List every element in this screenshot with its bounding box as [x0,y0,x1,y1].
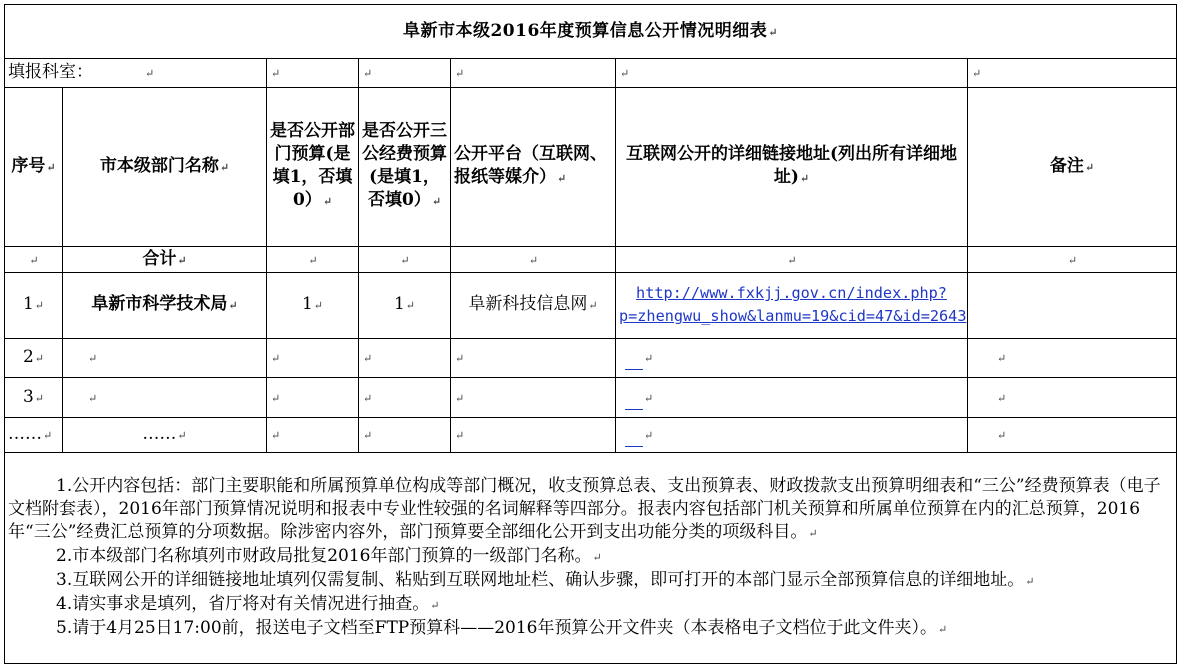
row-open-three[interactable]: ↵ [359,418,451,453]
note-5: 5.请于4月25日17:00前，报送电子文档至FTP预算科——2016年预算公开文件夹（本表格电子文档位于此文件夹）。↵ [56,617,948,638]
row-dept[interactable]: 阜新市科学技术局↵ [63,273,267,338]
header-open-three: 是否公开三公经费预算(是填1，否填0）↵ [359,87,451,246]
note-3: 3.互联网公开的详细链接地址填列仅需复制、粘贴到互联网地址栏、确认步骤，即可打开的本部门显示全部预算信息的详细地址。↵ [56,569,1035,590]
row-open-three[interactable]: ↵ [359,378,451,418]
page-title: 阜新市本级2016年度预算信息公开情况明细表 [402,20,768,41]
header-seq: 序号↵ [5,87,63,246]
row-open-budget[interactable]: ↵ [267,378,359,418]
table-row [5,338,1177,378]
reporter-empty-cell[interactable]: ↵ [267,59,359,88]
row-link[interactable] [616,273,968,338]
note-4: 4.请实事求是填列，省厅将对有关情况进行抽查。↵ [56,593,440,614]
total-label-cell[interactable]: 合计↵ [63,246,267,273]
table-title-cell: 阜新市本级2016年度预算信息公开情况明细表↵ [5,5,1177,59]
header-open-budget: 是否公开部门预算(是填1，否填0）↵ [267,87,359,246]
row-open-three[interactable]: ↵ [359,338,451,378]
row-link[interactable]: ↵ [616,418,968,453]
row-platform[interactable]: ↵ [451,418,616,453]
total-label: 合计 [142,248,177,269]
reporter-empty-cell[interactable]: ↵ [968,59,1177,88]
row-dept[interactable]: ↵ [63,338,267,378]
header-platform: 公开平台（互联网、报纸等媒介）↵ [451,87,616,246]
row-remark[interactable]: ↵ [968,418,1177,453]
row-seq[interactable]: 1↵ [5,273,63,338]
total-cell[interactable]: ↵ [267,246,359,273]
row-link[interactable]: ↵ [616,378,968,418]
row-remark[interactable]: ↵ [968,338,1177,378]
header-dept: 市本级部门名称↵ [63,87,267,246]
reporter-cell[interactable]: 填报科室： ↵ [5,59,267,88]
reporter-empty-cell[interactable]: ↵ [451,59,616,88]
reporter-label: 填报科室： [8,61,93,82]
row-platform[interactable]: 阜新科技信息网↵ [451,273,616,338]
row-link[interactable]: ↵ [616,338,968,378]
row-open-budget[interactable]: 1↵ [267,273,359,338]
note-1: 1.公开内容包括：部门主要职能和所属预算单位构成等部门概况，收支预算总表、支出预算表、财政拨款支出预算明细表和“三公”经费预算表（电子文档附套表），2016年部门预算情况说明和报表中专业性较强的名词解释等四部分。报表内容包括部门机关预算和所属单位预算在内的汇总预算，2016年“三公”经费汇总预算的分项数据。除涉密内容外，部门预算要全部细化公开到支出功能分类的项级科目。↵ [8,475,1161,542]
empty-link[interactable] [625,430,643,447]
empty-link[interactable] [625,353,643,370]
header-link: 互联网公开的详细链接地址(列出所有详细地址)↵ [616,87,968,246]
empty-link[interactable] [625,393,643,410]
row-remark[interactable]: ↵ [968,378,1177,418]
row-seq[interactable]: 3↵ [5,378,63,418]
header-remark: 备注↵ [968,87,1177,246]
row-open-budget[interactable]: ↵ [267,338,359,378]
total-seq-cell[interactable]: ↵ [5,246,63,273]
table-row [5,273,1177,338]
row-open-budget[interactable]: ↵ [267,418,359,453]
budget-disclosure-table [4,4,1177,664]
row-dept[interactable]: ……↵ [63,418,267,453]
row-platform[interactable]: ↵ [451,378,616,418]
reporter-empty-cell[interactable]: ↵ [616,59,968,88]
table-row [5,418,1177,453]
row-remark[interactable] [968,273,1177,338]
total-cell[interactable]: ↵ [359,246,451,273]
total-cell[interactable]: ↵ [616,246,968,273]
note-2: 2.市本级部门名称填列市财政局批复2016年部门预算的一级部门名称。↵ [56,545,602,566]
row-dept[interactable]: ↵ [63,378,267,418]
table-row [5,378,1177,418]
detail-link[interactable]: http://www.fxkjj.gov.cn/index.php? p=zhengwu_show&lanmu=19&cid=47&id=2643 [619,284,967,326]
reporter-empty-cell[interactable]: ↵ [359,59,451,88]
notes-cell [5,452,1177,663]
row-open-three[interactable]: 1↵ [359,273,451,338]
total-cell[interactable]: ↵ [451,246,616,273]
total-cell[interactable]: ↵ [968,246,1177,273]
row-platform[interactable]: ↵ [451,338,616,378]
row-seq[interactable]: ……↵ [5,418,63,453]
row-seq[interactable]: 2↵ [5,338,63,378]
